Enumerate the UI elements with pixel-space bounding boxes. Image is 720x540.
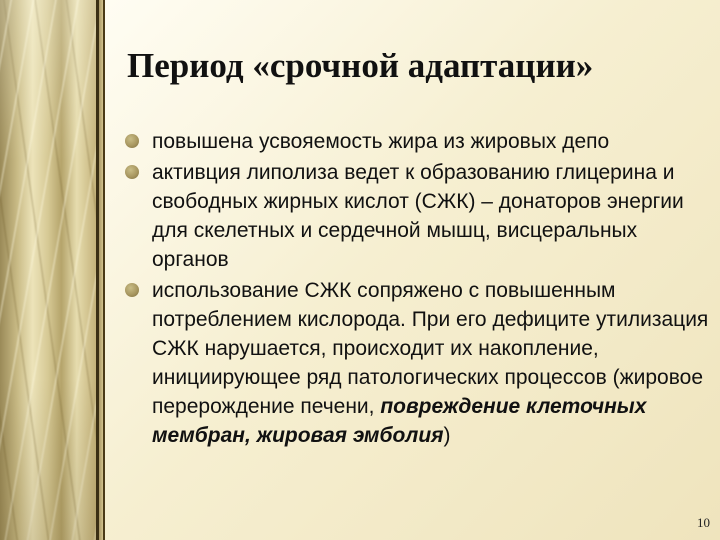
slide-title: Период «срочной адаптации» (127, 46, 594, 85)
bullet-emphasis: повреждение клеточных мембран, жировая эмболия (152, 395, 647, 447)
bullet-text-block (152, 276, 713, 450)
bullet-list (123, 127, 713, 452)
bullet-icon (125, 283, 139, 297)
bullet-item (123, 158, 713, 274)
slide-content (105, 0, 720, 540)
page-number: 10 (697, 515, 710, 530)
bullet-tail: ) (443, 424, 451, 447)
bullet-icon (125, 165, 139, 179)
bullet-item (123, 127, 713, 156)
bullet-text: активция липолиза ведет к образованию глицерина и свободных жирных кислот (СЖК) – донаторов энергии для скелетных и сердечной мышц, висцеральных органов (152, 161, 684, 271)
bullet-icon (125, 134, 139, 148)
gold-border-decoration (0, 0, 96, 540)
bullet-text: повышена усвояемость жира из жировых депо (152, 130, 610, 153)
bullet-item (123, 276, 713, 450)
bullet-text: использование СЖК сопряжено с повышенным потреблением кислорода. При его дефиците утилизация СЖК нарушается, происходит их накопление, инициирующее ряд патологических процессов (жировое перерождение печени, (152, 279, 709, 418)
